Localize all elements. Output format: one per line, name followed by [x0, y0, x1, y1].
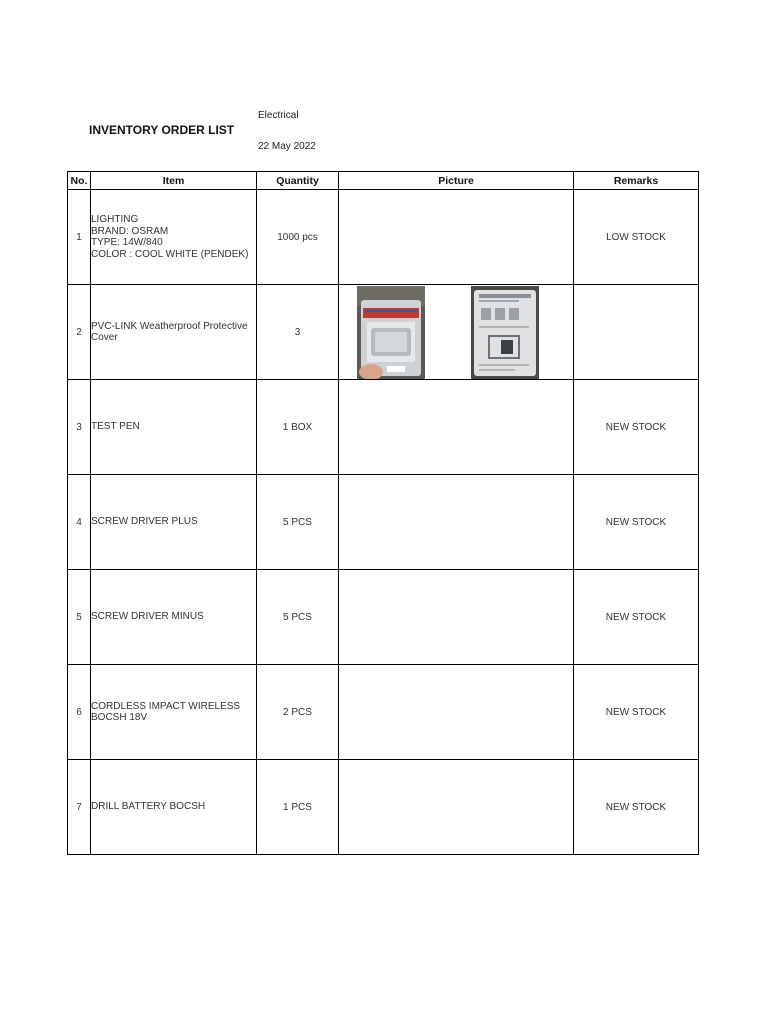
document-title: INVENTORY ORDER LIST	[89, 123, 235, 137]
item-cell	[91, 285, 257, 380]
picture-cell	[339, 285, 574, 380]
quantity-cell: 5 PCS	[257, 570, 339, 665]
table-row	[68, 475, 699, 570]
item-line: TYPE: 14W/840	[91, 237, 163, 248]
product-photo-back	[471, 286, 539, 379]
remarks-cell: NEW STOCK	[574, 475, 699, 570]
row-number: 5	[68, 570, 91, 665]
row-number: 2	[68, 285, 91, 380]
row-number: 3	[68, 380, 91, 475]
quantity-cell: 1 PCS	[257, 760, 339, 855]
column-header-remarks: Remarks	[574, 172, 699, 190]
picture-cell	[339, 665, 574, 760]
quantity-cell: 3	[257, 285, 339, 380]
row-number: 4	[68, 475, 91, 570]
row-number: 7	[68, 760, 91, 855]
item-cell	[91, 665, 257, 760]
item-cell	[91, 190, 257, 285]
item-line: COLOR : COOL WHITE (PENDEK)	[91, 248, 249, 260]
quantity-cell: 1 BOX	[257, 380, 339, 475]
table-row	[68, 285, 699, 380]
remarks-cell	[574, 285, 699, 380]
quantity-cell: 1000 pcs	[257, 190, 339, 285]
product-photo-front	[357, 286, 425, 379]
quantity-cell: 5 PCS	[257, 475, 339, 570]
item-line: SCREW DRIVER PLUS	[91, 516, 198, 528]
picture-cell	[339, 475, 574, 570]
item-line: SCREW DRIVER MINUS	[91, 611, 204, 623]
item-line: PVC-LINK Weatherproof Protective	[91, 320, 248, 332]
table-row	[68, 760, 699, 855]
item-line: BOCSH 18V	[91, 712, 148, 723]
table-row	[68, 190, 699, 285]
remarks-cell: NEW STOCK	[574, 570, 699, 665]
quantity-cell: 2 PCS	[257, 665, 339, 760]
table-row	[68, 665, 699, 760]
table-row	[68, 380, 699, 475]
column-header-picture: Picture	[339, 172, 574, 190]
column-header-quantity: Quantity	[257, 172, 339, 190]
department-label: Electrical	[258, 110, 299, 121]
picture-cell	[339, 760, 574, 855]
inventory-table	[67, 171, 699, 855]
item-line: Cover	[91, 332, 118, 343]
table-row	[68, 570, 699, 665]
picture-cell	[339, 380, 574, 475]
item-cell	[91, 475, 257, 570]
row-number: 1	[68, 190, 91, 285]
item-cell	[91, 570, 257, 665]
row-number: 6	[68, 665, 91, 760]
column-header-no: No.	[68, 172, 91, 190]
table-header-row	[68, 172, 699, 190]
document-date: 22 May 2022	[258, 141, 316, 152]
item-cell	[91, 760, 257, 855]
item-line: DRILL BATTERY BOCSH	[91, 801, 206, 813]
item-line: CORDLESS IMPACT WIRELESS	[91, 700, 241, 712]
remarks-cell: LOW STOCK	[574, 190, 699, 285]
item-line: BRAND: OSRAM	[91, 225, 169, 237]
remarks-cell: NEW STOCK	[574, 380, 699, 475]
remarks-cell: NEW STOCK	[574, 665, 699, 760]
remarks-cell: NEW STOCK	[574, 760, 699, 855]
item-line: TEST PEN	[91, 421, 140, 433]
picture-cell	[339, 570, 574, 665]
picture-cell	[339, 190, 574, 285]
item-cell	[91, 380, 257, 475]
column-header-item: Item	[91, 172, 257, 190]
item-line: LIGHTING	[91, 214, 139, 225]
